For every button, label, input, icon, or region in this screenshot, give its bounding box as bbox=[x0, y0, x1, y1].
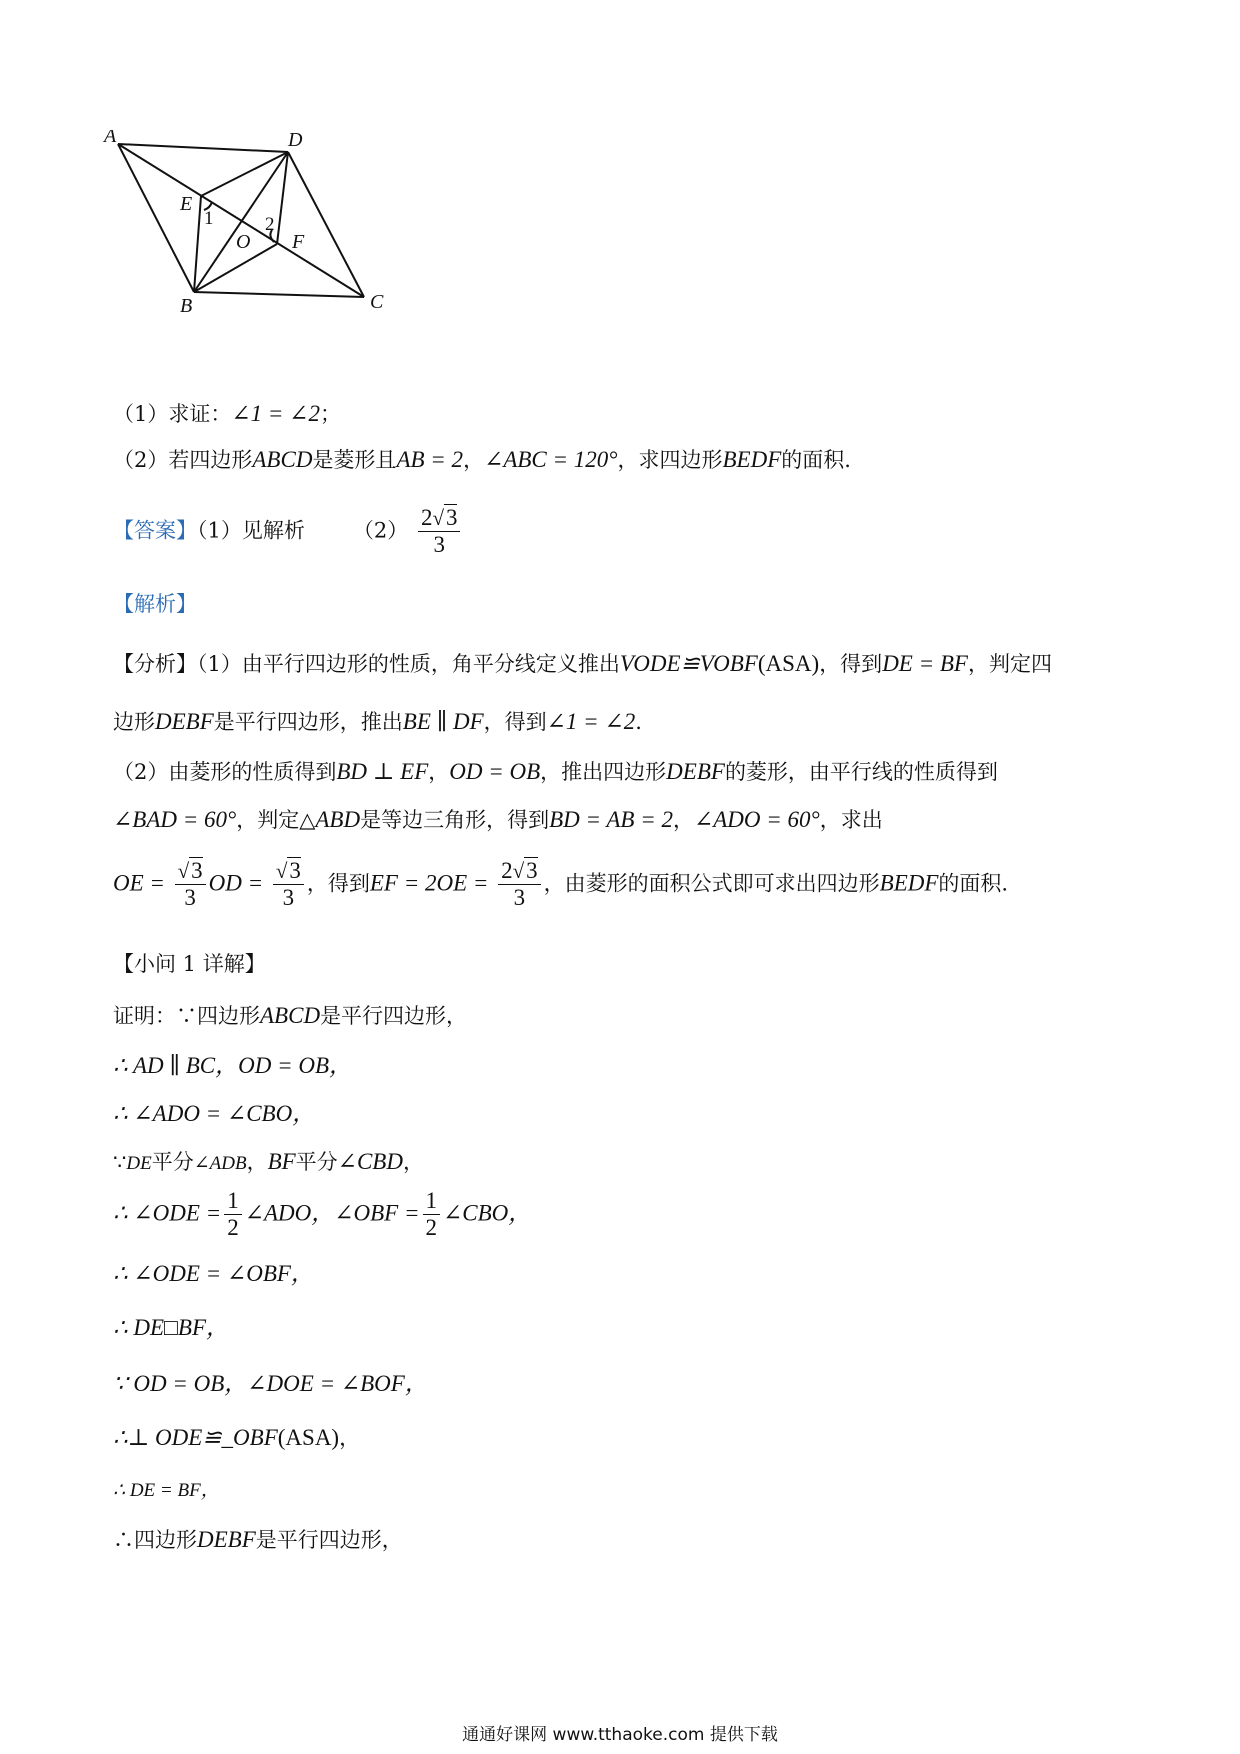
page-footer: 通通好课网 www.tthaoke.com 提供下载 bbox=[462, 1725, 778, 1745]
label-e: E bbox=[180, 193, 193, 215]
fenxi-l1-a: （1）由平行四边形的性质，角平分线定义推出 bbox=[197, 652, 620, 676]
q1-suffix: ； bbox=[319, 402, 341, 426]
angle-label-2: 2 bbox=[265, 214, 275, 235]
fenxi-l3-b: ， bbox=[428, 760, 450, 784]
xiaowen-tag: 【小问 1 详解】 bbox=[113, 952, 266, 976]
answer-fraction: $\frac{2√3}{3}$ bbox=[418, 505, 461, 559]
answer-num: 2 bbox=[420, 505, 433, 530]
proof-p9-b: (ASA) bbox=[277, 1425, 340, 1450]
proof-p4-de: DE bbox=[126, 1153, 152, 1174]
answer-den: 3 bbox=[433, 532, 445, 558]
fenxi-l2-c: ，得到 bbox=[483, 710, 547, 734]
frac-one-half-b: $\frac{1}{2}$ bbox=[423, 1188, 441, 1242]
q2-suffix: 的面积. bbox=[781, 448, 851, 472]
answer-tag: 【答案】 bbox=[113, 518, 197, 543]
proof-p11-a: ∴四边形 bbox=[113, 1528, 197, 1552]
frac-sqrt3-over-3-b: $\frac{√3}{3}$ bbox=[273, 858, 304, 912]
proof-p4-c: ， bbox=[246, 1150, 268, 1174]
q2-bedf: BEDF bbox=[722, 447, 782, 472]
label-a: A bbox=[104, 130, 117, 147]
answer-part2: （2） bbox=[352, 518, 409, 543]
proof-p4-d: 平分 bbox=[295, 1150, 338, 1174]
fenxi-l2-a: 边形 bbox=[113, 710, 155, 734]
fenxi-l4-a: ，判定△ bbox=[236, 808, 316, 832]
fenxi-l3-c: ，推出四边形 bbox=[540, 760, 667, 784]
fenxi-l4-b: 是等边三角形，得到 bbox=[360, 808, 550, 832]
fenxi-l5-c: 的面积. bbox=[938, 871, 1009, 896]
answer-rad: 3 bbox=[445, 505, 458, 530]
proof-p5-a: ∴ ∠ODE = bbox=[113, 1200, 222, 1226]
q2-prefix: （2）若四边形 bbox=[113, 448, 253, 472]
label-c: C bbox=[370, 291, 384, 313]
proof-line-6: ∴ ∠ODE = ∠OBF， bbox=[113, 1261, 314, 1286]
proof-p5-c: ∠CBO， bbox=[443, 1200, 532, 1226]
proof-line-3: ∴ ∠ADO = ∠CBO， bbox=[113, 1101, 316, 1126]
fenxi-line-5 bbox=[113, 858, 1008, 912]
fenxi-l3-d: 的菱形，由平行线的性质得到 bbox=[724, 760, 998, 784]
proof-p4-e: ， bbox=[402, 1150, 424, 1174]
question-1 bbox=[113, 400, 341, 428]
fenxi-l4-abd: ABD bbox=[315, 807, 361, 832]
proof-p9-c: ， bbox=[339, 1426, 361, 1450]
proof-p11-b: 是平行四边形， bbox=[255, 1528, 403, 1552]
q2-ab: AB = 2 bbox=[396, 447, 464, 472]
fenxi-l3-od: OD = OB bbox=[449, 759, 541, 784]
fenxi-line-2 bbox=[113, 708, 642, 736]
fenxi-l4-d: ，求出 bbox=[819, 808, 883, 832]
proof-p5-b: ∠ADO，∠OBF = bbox=[244, 1200, 420, 1226]
frac-one-half-a: $\frac{1}{2}$ bbox=[224, 1188, 242, 1242]
fenxi-l5-b: ，由菱形的面积公式即可求出四边形 bbox=[543, 871, 880, 896]
proof-p4-bf: BF bbox=[267, 1149, 296, 1174]
label-d: D bbox=[288, 130, 303, 151]
proof-p11-debf: DEBF bbox=[197, 1527, 256, 1552]
geometry-figure bbox=[100, 130, 440, 360]
q1-expr: ∠1 = ∠2 bbox=[231, 401, 320, 426]
proof-p4-a: ∵ bbox=[113, 1150, 127, 1174]
fenxi-l1-de: DE = BF bbox=[882, 651, 968, 676]
proof-p1-abcd: ABCD bbox=[260, 1003, 321, 1028]
analysis-tag: 【解析】 bbox=[113, 592, 197, 616]
proof-line-1 bbox=[113, 1002, 467, 1030]
answer-line bbox=[113, 505, 463, 559]
proof-line-5 bbox=[113, 1188, 531, 1242]
proof-line-7: ∴ DE□BF， bbox=[113, 1315, 230, 1340]
proof-line-11 bbox=[113, 1526, 403, 1554]
fenxi-l2-debf: DEBF bbox=[155, 709, 214, 734]
fenxi-l5-a: ，得到 bbox=[306, 871, 370, 896]
q2-angle: ∠ABC = 120° bbox=[484, 447, 618, 472]
proof-line-9 bbox=[113, 1424, 360, 1452]
label-o: O bbox=[236, 231, 251, 253]
proof-line-8: ∵ OD = OB，∠DOE = ∠BOF， bbox=[113, 1371, 428, 1396]
fenxi-l5-bedf: BEDF bbox=[879, 870, 939, 896]
fenxi-l2-d: . bbox=[635, 710, 642, 734]
question-2 bbox=[113, 446, 851, 474]
fenxi-l1-c: ，判定四 bbox=[967, 652, 1052, 676]
fenxi-l1-asa: (ASA) bbox=[757, 651, 820, 676]
proof-p4-cbd: ∠CBD bbox=[337, 1149, 403, 1174]
proof-line-2: ∴ AD ∥ BC，OD = OB， bbox=[113, 1053, 353, 1078]
fenxi-tag: 【分析】 bbox=[113, 652, 197, 676]
fenxi-l1-cong: VODE≌VOBF bbox=[619, 651, 758, 676]
fenxi-l4-c: ， bbox=[672, 808, 694, 832]
proof-p1-b: 是平行四边形， bbox=[320, 1004, 468, 1028]
proof-p4-adb: ∠ADB bbox=[193, 1153, 247, 1174]
fenxi-line-4 bbox=[113, 806, 883, 834]
answer-part1: （1）见解析 bbox=[197, 518, 305, 543]
q2-mid1: 是菱形且 bbox=[312, 448, 397, 472]
frac-sqrt3-over-3-a: $\frac{√3}{3}$ bbox=[175, 858, 206, 912]
fenxi-l5-od: OD = bbox=[208, 870, 264, 896]
label-b: B bbox=[180, 295, 193, 317]
fenxi-l2-par: BE ∥ DF bbox=[402, 709, 484, 734]
fenxi-l4-ado: ∠ADO = 60° bbox=[693, 807, 820, 832]
q2-c1: ， bbox=[463, 448, 485, 472]
fenxi-l3-debf: DEBF bbox=[666, 759, 725, 784]
fenxi-l1-b: ，得到 bbox=[819, 652, 883, 676]
proof-p4-b: 平分 bbox=[151, 1150, 194, 1174]
fenxi-l5-oe: OE = bbox=[113, 870, 165, 896]
q2-mid2: ，求四边形 bbox=[617, 448, 723, 472]
fenxi-l2-b: 是平行四边形，推出 bbox=[213, 710, 403, 734]
fenxi-l5-ef: EF = 2OE = bbox=[369, 870, 489, 896]
fenxi-l4-ang: ∠BAD = 60° bbox=[113, 807, 237, 832]
proof-line-10: ∴ DE = BF， bbox=[113, 1480, 220, 1501]
angle-label-1: 1 bbox=[204, 208, 214, 229]
q2-abcd: ABCD bbox=[252, 447, 313, 472]
fenxi-l3-perp: BD ⊥ EF bbox=[336, 759, 429, 784]
label-f: F bbox=[292, 231, 305, 253]
parallelogram-diagram bbox=[100, 130, 440, 360]
proof-p9-a: ∴⊥ ODE≌_OBF bbox=[113, 1425, 278, 1450]
proof-p1-a: 证明：∵四边形 bbox=[113, 1004, 260, 1028]
fenxi-l3-a: （2）由菱形的性质得到 bbox=[113, 760, 337, 784]
fenxi-line-3 bbox=[113, 758, 998, 786]
q1-prefix: （1）求证： bbox=[113, 402, 232, 426]
proof-line-4 bbox=[113, 1148, 424, 1176]
fenxi-l4-bd: BD = AB = 2 bbox=[549, 807, 673, 832]
fenxi-l2-ang: ∠1 = ∠2 bbox=[546, 709, 636, 734]
fenxi-line-1 bbox=[113, 650, 1052, 678]
frac-2sqrt3-over-3: $\frac{2√3}{3}$ bbox=[498, 858, 541, 912]
